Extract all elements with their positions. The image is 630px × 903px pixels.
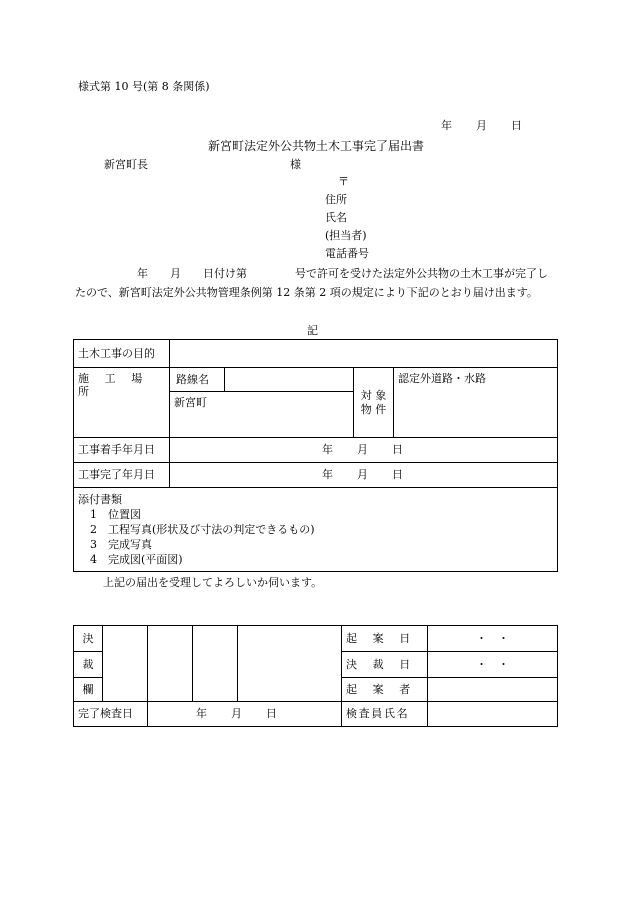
inspection-date-value[interactable] <box>148 702 342 727</box>
addressee-name: 新宮町長 <box>104 158 148 171</box>
approval-col-3: 欄 <box>74 678 103 702</box>
attachment-item: 3 完成写真 <box>90 538 152 551</box>
end-day: 日 <box>392 468 403 482</box>
seal-box-1[interactable] <box>103 626 148 702</box>
attachment-item: 1 位置図 <box>90 508 141 521</box>
applicant-contact-label: (担当者) <box>325 229 367 242</box>
approval-table <box>73 625 558 727</box>
inspection-date-label: 完了検査日 <box>74 702 148 727</box>
header-date-day: 日 <box>511 119 522 132</box>
start-date-value[interactable] <box>170 438 558 463</box>
header-date <box>441 120 522 131</box>
ki-mark: 記 <box>307 324 318 337</box>
purpose-label: 土木工事の目的 <box>74 340 170 368</box>
target-label-line2: 物 件 <box>360 402 387 416</box>
route-value[interactable] <box>224 368 353 391</box>
body-paragraph <box>75 264 555 302</box>
end-date-label: 工事完了年月日 <box>74 463 170 488</box>
drafted-date-value[interactable]: ・ ・ <box>428 626 558 652</box>
inspection-month: 月 <box>231 707 242 721</box>
body-dated-no: 日付け第 <box>203 267 247 280</box>
approval-col-2: 裁 <box>74 652 103 678</box>
attachments-cell <box>74 488 558 572</box>
inspector-value[interactable] <box>428 702 558 727</box>
purpose-value[interactable] <box>170 340 558 368</box>
seal-box-3[interactable] <box>193 626 238 702</box>
start-month: 月 <box>357 443 368 457</box>
header-date-year: 年 <box>441 119 452 132</box>
report-table <box>73 339 558 572</box>
attachment-item: 4 完成図(平面図) <box>90 553 183 566</box>
postal-mark: 〒 <box>338 175 349 188</box>
location-cell <box>170 368 354 438</box>
start-year: 年 <box>322 443 333 457</box>
approval-col-1: 決 <box>74 626 103 652</box>
end-month: 月 <box>357 468 368 482</box>
body-text: 号で許可を受けた法定外公共物の土木工事が完了したので、新宮町法定外公共物管理条例第 12 条第 2 項の規定により下記のとおり届け出ます。 <box>75 267 548 299</box>
inspector-label: 検査員氏名 <box>342 702 428 727</box>
document-title: 新宮町法定外公共物土木工事完了届出書 <box>208 139 425 153</box>
target-label <box>354 368 394 438</box>
drafter-value[interactable] <box>428 678 558 702</box>
attachments-label: 添付書類 <box>78 493 122 506</box>
route-label: 路線名 <box>170 368 224 391</box>
drafter-label: 起 案 者 <box>342 678 428 702</box>
start-date-label: 工事着手年月日 <box>74 438 170 463</box>
body-month: 月 <box>170 267 181 280</box>
end-year: 年 <box>322 468 333 482</box>
addressee-honorific: 様 <box>290 158 301 171</box>
town-label: 新宮町 <box>174 395 207 409</box>
inspection-day: 日 <box>266 707 277 721</box>
inspection-year: 年 <box>196 707 207 721</box>
drafted-date-label: 起 案 日 <box>342 626 428 652</box>
start-day: 日 <box>392 443 403 457</box>
seal-box-2[interactable] <box>148 626 193 702</box>
location-label: 施 工 場 所 <box>74 368 170 438</box>
receipt-note: 上記の届出を受理してよろしいか伺います。 <box>103 576 323 589</box>
form-number: 様式第 10 号(第 8 条関係) <box>78 80 210 93</box>
target-value: 認定外道路・水路 <box>394 368 558 438</box>
decided-date-label: 決 裁 日 <box>342 652 428 678</box>
attachment-item: 2 工程写真(形状及び寸法の判定できるもの) <box>90 523 315 536</box>
decided-date-value[interactable]: ・ ・ <box>428 652 558 678</box>
body-year: 年 <box>137 267 148 280</box>
applicant-name-label: 氏名 <box>325 211 347 224</box>
applicant-phone-label: 電話番号 <box>325 247 369 260</box>
applicant-address-label: 住所 <box>325 193 347 206</box>
end-date-value[interactable] <box>170 463 558 488</box>
target-label-line1: 対 象 <box>360 389 387 403</box>
seal-box-4[interactable] <box>238 626 342 702</box>
header-date-month: 月 <box>476 119 487 132</box>
